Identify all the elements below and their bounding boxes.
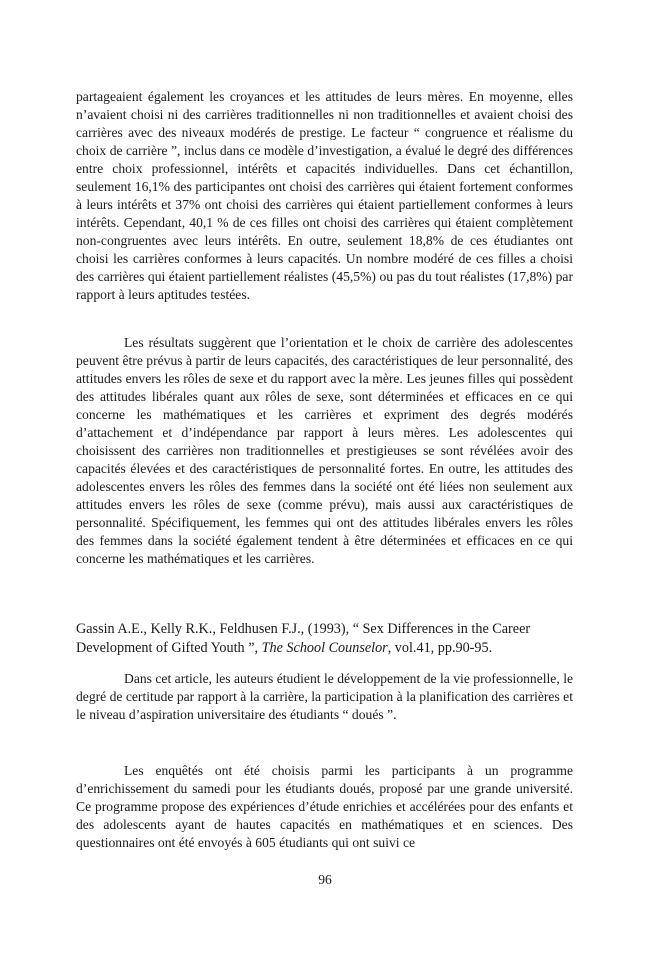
page-number: 96 xyxy=(318,872,332,887)
bibliographic-reference xyxy=(76,620,573,657)
reference-journal: The School Counselor xyxy=(261,639,388,656)
reference-details: , vol.41, pp.90-95. xyxy=(387,639,493,656)
paragraph-article-summary: Dans cet article, les auteurs étudient le développement de la vie professionnelle, le degré de certitude par rapport à la carrière, la participation à la planification des carrières et le niveau d’aspiration universitaire des étudiants “ doués ”. xyxy=(76,671,573,722)
paragraph-method: Les enquêtés ont été choisis parmi les participants à un programme d’enrichissement du samedi pour les étudiants doués, proposé par une grande université. Ce programme propose des expériences d’étude enrichies et accélérées pour des enfants et des adolescents ayant de hautes capacités en mathématiques et en sciences. Des questionnaires ont été envoyés à 605 étudiants qui ont suivi ce xyxy=(76,763,573,850)
paragraph-results-continued: partageaient également les croyances et les attitudes de leurs mères. En moyenne, elles n’avaient choisi ni des carrières traditionnelles ni non traditionnelles et avaient choisi des carrières avec des niveaux modérés de prestige. Le facteur “ congruence et réalisme du choix de carrière ”, inclus dans ce modèle d’investigation, a évalué le degré des différences entre choix professionnel, intérêts et capacités individuelles. Dans cet échantillon, seulement 16,1% des participantes ont choisi des carrières qui étaient fortement conformes à leurs intérêts et 37% ont choisi des carrières qui étaient partiellement conformes à leurs intérêts. Cependant, 40,1 % de ces filles ont choisi des carrières qui étaient complètement non-congruentes avec leurs intérêts. En outre, seulement 18,8% de ces étudiantes ont choisi les carrières conformes à leurs capacités. Un nombre modéré de ces filles a choisi des carrières qui étaient partiellement réalistes (45,5%) ou pas du tout réalistes (17,8%) par rapport à leurs aptitudes testées. xyxy=(76,89,573,302)
reference-authors-title: Gassin A.E., Kelly R.K., Feldhusen F.J., (1993), “ Sex Differences in the Career Development of Gifted Youth ”, xyxy=(76,621,531,656)
paragraph-conclusions: Les résultats suggèrent que l’orientation et le choix de carrière des adolescentes peuvent être prévus à partir de leurs capacités, des caractéristiques de leur personnalité, des attitudes envers les rôles de sexe et du rapport avec la mère. Les jeunes filles qui possèdent des attitudes libérales quant aux rôles de sexe, sont déterminées et efficaces en ce qui concerne les mathématiques et les carrières et expriment des degrés modérés d’attachement et d’indépendance par rapport à leurs mères. Les adolescentes qui choisissent des carrières non traditionnelles et prestigieuses se sont révélées avoir des capacités élevées et des caractéristiques de personnalité fortes. En outre, les attitudes des adolescentes envers les rôles des femmes dans la société ont été liées non seulement aux attitudes envers les rôles de sexe (comme prévu), mais aussi aux caractéristiques de personnalité. Spécifiquement, les femmes qui ont des attitudes libérales envers les rôles des femmes dans la société également tendent à être déterminées et efficaces en ce qui concerne les mathématiques et les carrières. xyxy=(76,335,573,566)
